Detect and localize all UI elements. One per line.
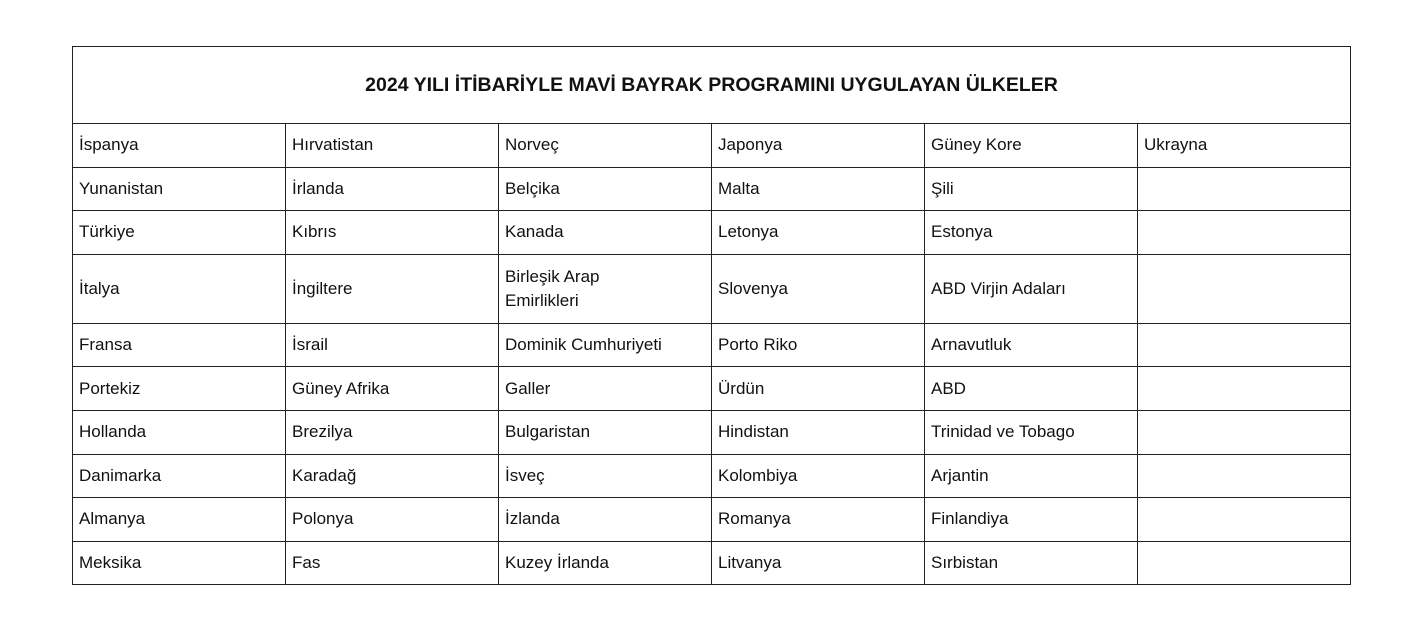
table-cell: Ürdün <box>712 367 925 411</box>
table-cell <box>1138 498 1351 542</box>
table-cell <box>1138 254 1351 323</box>
table-cell: Japonya <box>712 124 925 168</box>
table-cell: Letonya <box>712 211 925 255</box>
table-title-row <box>73 47 1351 124</box>
table-cell: Trinidad ve Tobago <box>925 410 1138 454</box>
table-cell: Meksika <box>73 541 286 585</box>
table-cell: Güney Afrika <box>286 367 499 411</box>
table-cell: Kolombiya <box>712 454 925 498</box>
table-cell: Karadağ <box>286 454 499 498</box>
table-cell: Fransa <box>73 323 286 367</box>
table-cell: Arnavutluk <box>925 323 1138 367</box>
table-cell: Güney Kore <box>925 124 1138 168</box>
table-cell: Arjantin <box>925 454 1138 498</box>
table-cell-text: Birleşik Arap Emirlikleri <box>505 266 600 310</box>
table-cell <box>1138 454 1351 498</box>
table-cell: Hırvatistan <box>286 124 499 168</box>
table-cell: Porto Riko <box>712 323 925 367</box>
table-row <box>73 498 1351 542</box>
table-cell: Norveç <box>499 124 712 168</box>
table-cell: Fas <box>286 541 499 585</box>
blue-flag-countries-table <box>72 46 1351 585</box>
table-row <box>73 124 1351 168</box>
table-cell: Bulgaristan <box>499 410 712 454</box>
table-row <box>73 454 1351 498</box>
table-cell <box>1138 167 1351 211</box>
table-cell <box>1138 541 1351 585</box>
table-cell: İngiltere <box>286 254 499 323</box>
table-cell: Yunanistan <box>73 167 286 211</box>
table-cell: Romanya <box>712 498 925 542</box>
table-cell: Dominik Cumhuriyeti <box>499 323 712 367</box>
table-cell: Şili <box>925 167 1138 211</box>
table-cell: ABD <box>925 367 1138 411</box>
table-cell <box>1138 211 1351 255</box>
table-cell: Kıbrıs <box>286 211 499 255</box>
table-cell <box>499 254 712 323</box>
table-row <box>73 254 1351 323</box>
table-row <box>73 367 1351 411</box>
table-cell: Galler <box>499 367 712 411</box>
table-title: 2024 YILI İTİBARİYLE MAVİ BAYRAK PROGRAMINI UYGULAYAN ÜLKELER <box>73 47 1351 124</box>
table-cell: Hindistan <box>712 410 925 454</box>
table-row <box>73 541 1351 585</box>
table-cell: Belçika <box>499 167 712 211</box>
table-row <box>73 211 1351 255</box>
table-cell: İzlanda <box>499 498 712 542</box>
table-cell <box>1138 410 1351 454</box>
table-cell: Hollanda <box>73 410 286 454</box>
table-cell: Ukrayna <box>1138 124 1351 168</box>
table-cell: İsrail <box>286 323 499 367</box>
table-cell <box>1138 323 1351 367</box>
table-cell: Estonya <box>925 211 1138 255</box>
table-cell: Brezilya <box>286 410 499 454</box>
table-row <box>73 167 1351 211</box>
table-cell: İrlanda <box>286 167 499 211</box>
table-cell: Polonya <box>286 498 499 542</box>
table-cell: Portekiz <box>73 367 286 411</box>
table-cell <box>1138 367 1351 411</box>
table-cell: İtalya <box>73 254 286 323</box>
table-cell: İspanya <box>73 124 286 168</box>
table-cell: Slovenya <box>712 254 925 323</box>
table-cell: İsveç <box>499 454 712 498</box>
table-cell: Almanya <box>73 498 286 542</box>
table-row <box>73 323 1351 367</box>
table-cell: Sırbistan <box>925 541 1138 585</box>
table-cell: Kuzey İrlanda <box>499 541 712 585</box>
table-cell: Danimarka <box>73 454 286 498</box>
table-cell: Malta <box>712 167 925 211</box>
table-cell: Kanada <box>499 211 712 255</box>
table-row <box>73 410 1351 454</box>
table-cell: Litvanya <box>712 541 925 585</box>
table-cell: Türkiye <box>73 211 286 255</box>
table-cell: ABD Virjin Adaları <box>925 254 1138 323</box>
table-cell: Finlandiya <box>925 498 1138 542</box>
